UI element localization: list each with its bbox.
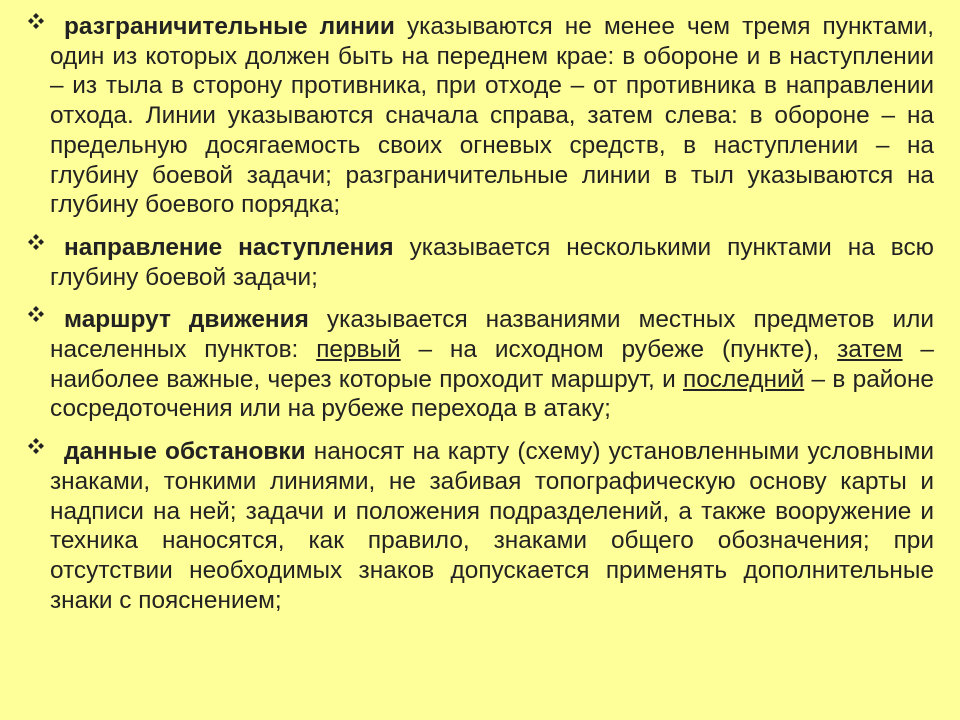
four-diamond-bullet-icon bbox=[28, 306, 44, 322]
item-term: направление наступления bbox=[64, 233, 394, 261]
underlined-word-then: затем bbox=[837, 336, 903, 364]
item-term: маршрут движения bbox=[64, 306, 309, 334]
item-text: наносят на карту (схему) установленными условными знаками, тонкими линиями, не забивая топографическую основу карты и надписи на ней; задачи и положения подразделений, а также вооружение и техника наносятся, как правило, знаками общего обозначения; при отсутствии необходимых знаков допускается применять дополнительные знаки с пояснением; bbox=[50, 438, 934, 614]
item-term: разграничительные линии bbox=[64, 13, 395, 40]
list-item bbox=[28, 437, 934, 615]
list-item bbox=[28, 305, 934, 424]
list-item bbox=[28, 233, 934, 292]
list-item bbox=[28, 12, 934, 220]
item-text: – на исходном рубеже (пункте), bbox=[400, 336, 838, 364]
four-diamond-bullet-icon bbox=[28, 13, 44, 29]
underlined-word-first: первый bbox=[316, 336, 401, 364]
underlined-word-last: последний bbox=[683, 365, 805, 393]
item-text: указывается несколькими пунктами на всю глубину боевой задачи; bbox=[50, 233, 934, 291]
item-text: указываются не менее чем тремя пунктами, один из которых должен быть на переднем крае: в обороне и в наступлении – из тыла в сторону противника, при отходе – от противника в направлении отхода. Линии указываются сначала справа, затем слева: в обороне – на предельную досягаемость своих огневых средств, в наступлении – на глубину боевой задачи; разграничительные линии в тыл указываются на глубину боевого порядка; bbox=[50, 13, 934, 219]
four-diamond-bullet-icon bbox=[28, 438, 44, 454]
four-diamond-bullet-icon bbox=[28, 234, 44, 250]
item-text: – наиболее важные, через которые проходит маршрут, и bbox=[50, 336, 935, 393]
item-term: данные обстановки bbox=[64, 438, 306, 466]
item-text: указывается названиями местных предметов или населенных пунктов: bbox=[50, 306, 935, 364]
item-text: – в районе сосредоточения или на рубеже перехода в атаку; bbox=[50, 365, 934, 423]
